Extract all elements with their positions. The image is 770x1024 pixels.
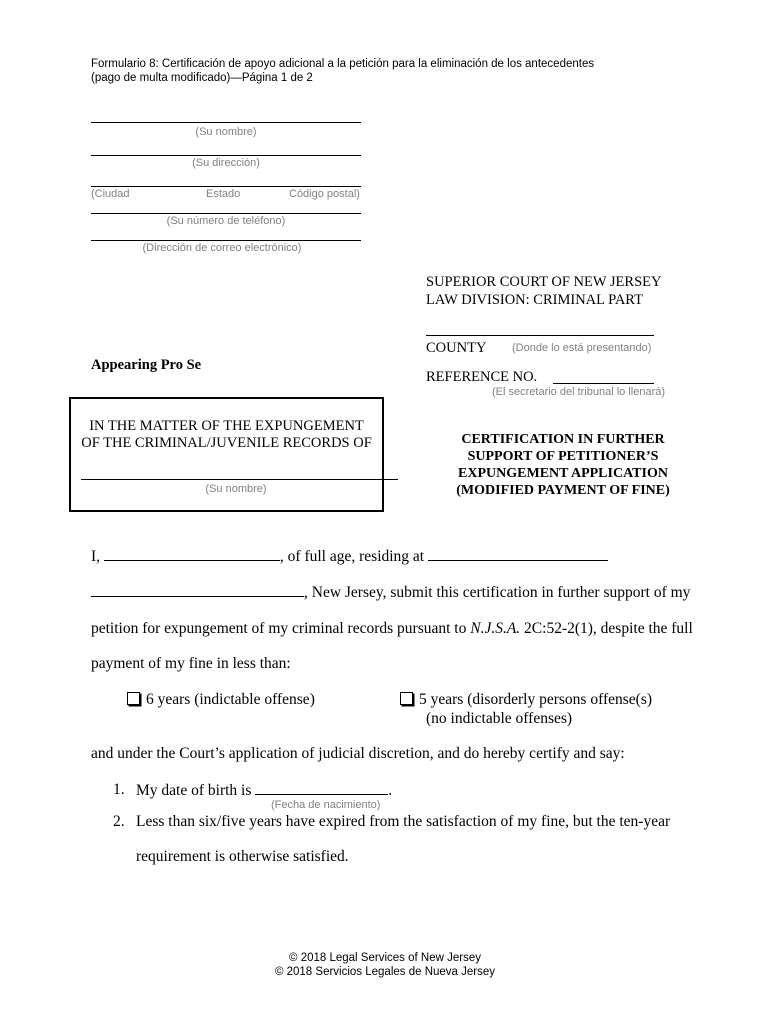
state-label: Estado: [206, 188, 241, 200]
item-1: [136, 781, 392, 800]
city-blank[interactable]: [91, 583, 304, 597]
county-label: COUNTY: [426, 340, 487, 356]
email-line[interactable]: [91, 240, 361, 241]
p2-text: , New Jersey, submit this certification in further support of my: [304, 584, 691, 601]
reference-line[interactable]: [553, 383, 654, 384]
form-header-line2: (pago de multa modificado)—Página 1 de 2: [91, 72, 313, 84]
paragraph-5: and under the Court’s application of judicial discretion, and do hereby certify and say:: [91, 745, 625, 762]
date-of-birth-hint: (Fecha de nacimiento): [271, 799, 381, 811]
residence-blank[interactable]: [428, 547, 608, 561]
item-1-text: My date of birth is: [136, 782, 252, 799]
item-2-number: 2.: [113, 813, 125, 830]
court-name: [426, 273, 661, 309]
matter-name-line[interactable]: [81, 479, 398, 480]
option-6-years[interactable]: [127, 691, 315, 709]
phone-line[interactable]: [91, 213, 361, 214]
p1-mid: , of full age, residing at: [279, 548, 425, 565]
document-title-line3: EXPUNGEMENT APPLICATION: [458, 466, 668, 481]
county-line[interactable]: [426, 335, 654, 336]
city-state-zip-line[interactable]: [91, 186, 361, 187]
option-5-years-label: 5 years (disorderly persons offense(s): [419, 691, 653, 708]
document-title-line2: SUPPORT OF PETITIONER’S: [467, 449, 659, 464]
paragraph-2: [91, 583, 690, 602]
email-label: (Dirección de correo electrónico): [142, 242, 302, 254]
item-1-number: 1.: [113, 781, 125, 798]
zip-label: Código postal): [289, 188, 360, 200]
paragraph-4: payment of my fine in less than:: [91, 655, 291, 672]
p1-start: I,: [91, 548, 101, 565]
date-of-birth-blank[interactable]: [255, 781, 388, 795]
court-line1: SUPERIOR COURT OF NEW JERSEY: [426, 274, 662, 290]
p3-part-a: petition for expungement of my criminal records pursuant to: [91, 620, 471, 637]
name-label: (Su nombre): [195, 126, 257, 138]
paragraph-3: [91, 620, 693, 638]
matter-line2: OF THE CRIMINAL/JUVENILE RECORDS OF: [81, 435, 372, 451]
full-name-blank[interactable]: [104, 547, 280, 561]
form-header-line1: Formulario 8: Certificación de apoyo adicional a la petición para la eliminación de los antecedentes: [91, 58, 595, 70]
reference-label: REFERENCE NO.: [426, 369, 538, 385]
phone-label: (Su número de teléfono): [166, 215, 286, 227]
matter-box: [69, 397, 384, 512]
option-5-years-note: (no indictable offenses): [426, 710, 573, 727]
option-5-years[interactable]: [400, 691, 652, 709]
option-6-years-label: 6 years (indictable offense): [146, 691, 315, 708]
item-1-end: .: [388, 782, 393, 799]
footer-line1: © 2018 Legal Services of New Jersey: [289, 952, 481, 964]
footer-line2: © 2018 Servicios Legales de Nueva Jersey: [274, 966, 496, 978]
item-2-line2: requirement is otherwise satisfied.: [136, 848, 349, 865]
city-label: (Ciudad: [91, 188, 130, 200]
document-title-line4: (MODIFIED PAYMENT OF FINE): [456, 483, 670, 498]
paragraph-1: [91, 547, 608, 566]
appearing-pro-se: Appearing Pro Se: [91, 357, 202, 373]
matter-name-label: (Su nombre): [205, 483, 267, 495]
footer: [0, 951, 770, 979]
address-label: (Su dirección): [192, 157, 260, 169]
form-header: [91, 57, 651, 85]
checkbox-5-years[interactable]: [400, 692, 413, 705]
document-title-line1: CERTIFICATION IN FURTHER: [461, 432, 665, 447]
njsa-citation: N.J.S.A.: [470, 620, 521, 637]
document-title: [426, 431, 700, 499]
court-line2: LAW DIVISION: CRIMINAL PART: [426, 292, 643, 308]
matter-line1: IN THE MATTER OF THE EXPUNGEMENT: [89, 418, 364, 434]
name-line[interactable]: [91, 122, 361, 123]
p3-part-b: 2C:52-2(1), despite the full: [520, 620, 693, 637]
county-hint: (Donde lo está presentando): [512, 342, 652, 354]
address-line[interactable]: [91, 155, 361, 156]
checkbox-6-years[interactable]: [127, 692, 140, 705]
item-2-line1: Less than six/five years have expired from the satisfaction of my fine, but the ten-year: [136, 813, 671, 830]
reference-hint: (El secretario del tribunal lo llenará): [492, 386, 666, 398]
